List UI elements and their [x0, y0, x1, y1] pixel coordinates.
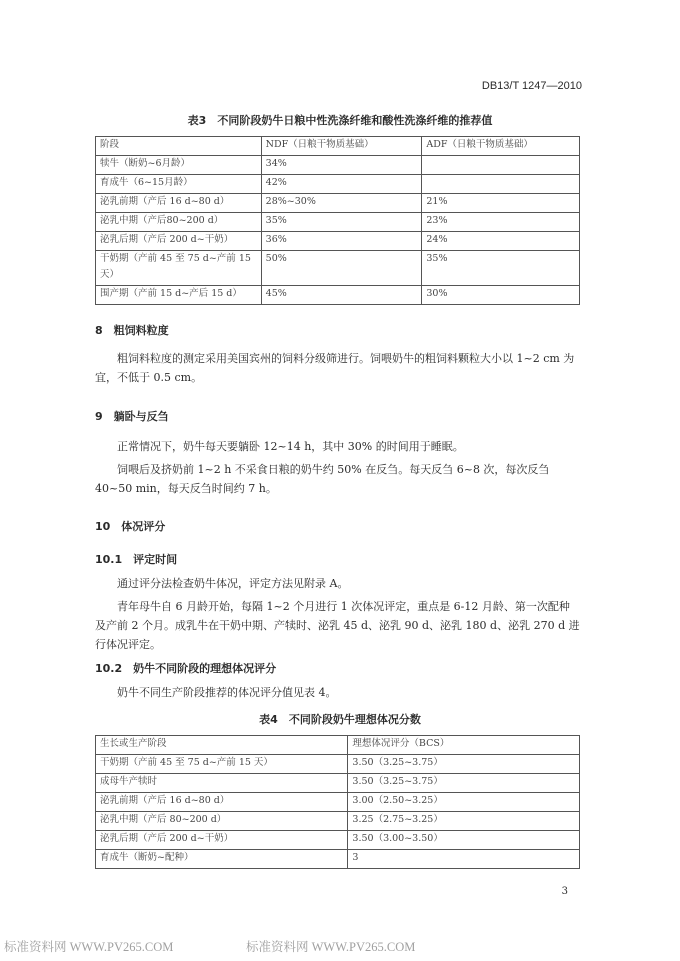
table4-caption: 表4 不同阶段奶牛理想体况分数 [259, 713, 421, 726]
stage-cell: 育成牛（6~15月龄） [96, 175, 262, 194]
stage-cell: 干奶期（产前 45 至 75 d~产前 15 天） [96, 251, 262, 286]
stage-cell: 泌乳后期（产后 200 d~干奶） [96, 232, 262, 251]
section10-heading: 10 体况评分 [95, 520, 166, 533]
ndf-cell: 36% [261, 232, 422, 251]
table-row [96, 831, 580, 850]
ndf-cell: 35% [261, 213, 422, 232]
column-header: 生长或生产阶段 [96, 736, 348, 755]
adf-cell: 24% [422, 232, 580, 251]
ndf-adf-table [95, 136, 580, 305]
stage-cell: 泌乳中期（产后 80~200 d） [96, 812, 348, 831]
ndf-cell: 45% [261, 286, 422, 305]
table-header-row [96, 137, 580, 156]
stage-cell: 泌乳中期（产后80~200 d） [96, 213, 262, 232]
column-header: 阶段 [96, 137, 262, 156]
adf-cell [422, 175, 580, 194]
adf-cell: 21% [422, 194, 580, 213]
table-row [96, 286, 580, 305]
table-row [96, 156, 580, 175]
section8-heading: 8 粗饲料粒度 [95, 324, 169, 337]
bcs-cell: 3 [348, 850, 580, 869]
table-row [96, 755, 580, 774]
bcs-cell: 3.50（3.25~3.75） [348, 774, 580, 793]
stage-cell: 围产期（产前 15 d~产后 15 d） [96, 286, 262, 305]
stage-cell: 育成牛（断奶~配种） [96, 850, 348, 869]
section10-2-heading: 10.2 奶牛不同阶段的理想体况评分 [95, 662, 277, 675]
section10-1-paragraph-2: 青年母牛自 6 月龄开始，每隔 1~2 个月进行 1 次体况评定，重点是 6-12 月龄、第一次配种及产前 2 个月。成乳牛在干奶中期、产犊时、泌乳 45 d、泌乳 90 d、泌乳 180 d、泌乳 270 d 进行体况评定。 [95, 600, 580, 651]
watermark-left: 标准资料网 WWW.PV265.COM [4, 940, 174, 954]
table-row [96, 213, 580, 232]
stage-cell: 犊牛（断奶~6月龄） [96, 156, 262, 175]
bcs-table [95, 735, 580, 869]
bcs-cell: 3.50（3.25~3.75） [348, 755, 580, 774]
column-header: NDF（日粮干物质基础） [261, 137, 422, 156]
table-row [96, 793, 580, 812]
table-row [96, 175, 580, 194]
ndf-cell: 42% [261, 175, 422, 194]
section9-heading: 9 躺卧与反刍 [95, 410, 169, 423]
bcs-cell: 3.25（2.75~3.25） [348, 812, 580, 831]
stage-cell: 成母牛产犊时 [96, 774, 348, 793]
ndf-cell: 28%~30% [261, 194, 422, 213]
table-row [96, 251, 580, 286]
document-code: DB13/T 1247—2010 [481, 80, 582, 92]
table-row [96, 850, 580, 869]
table-row [96, 812, 580, 831]
column-header: ADF（日粮干物质基础） [422, 137, 580, 156]
section10-1-heading: 10.1 评定时间 [95, 553, 178, 566]
adf-cell [422, 156, 580, 175]
section8-paragraph: 粗饲料粒度的测定采用美国宾州的饲料分级筛进行。饲喂奶牛的粗饲料颗粒大小以 1~2 cm 为宜，不低于 0.5 cm。 [95, 352, 575, 384]
section10-2-paragraph: 奶牛不同生产阶段推荐的体况评分值见表 4。 [117, 686, 337, 699]
stage-cell: 泌乳前期（产后 16 d~80 d） [96, 194, 262, 213]
bcs-cell: 3.00（2.50~3.25） [348, 793, 580, 812]
stage-cell: 泌乳前期（产后 16 d~80 d） [96, 793, 348, 812]
section9-paragraph-1: 正常情况下，奶牛每天要躺卧 12~14 h，其中 30% 的时间用于睡眠。 [117, 440, 464, 453]
table-row [96, 774, 580, 793]
adf-cell: 23% [422, 213, 580, 232]
ndf-cell: 34% [261, 156, 422, 175]
bcs-cell: 3.50（3.00~3.50） [348, 831, 580, 850]
column-header: 理想体况评分（BCS） [348, 736, 580, 755]
ndf-cell: 50% [261, 251, 422, 286]
stage-cell: 泌乳后期（产后 200 d~干奶） [96, 831, 348, 850]
table-row [96, 194, 580, 213]
stage-cell: 干奶期（产前 45 至 75 d~产前 15 天） [96, 755, 348, 774]
watermark-right: 标准资料网 WWW.PV265.COM [246, 940, 416, 954]
table-row [96, 232, 580, 251]
section9-paragraph-2: 饲喂后及挤奶前 1~2 h 不采食日粮的奶牛约 50% 在反刍。每天反刍 6~8 次，每次反刍 40~50 min，每天反刍时间约 7 h。 [95, 463, 550, 495]
table-header-row [96, 736, 580, 755]
section10-1-paragraph-1: 通过评分法检查奶牛体况，评定方法见附录 A。 [117, 577, 349, 590]
page-number: 3 [561, 886, 568, 897]
adf-cell: 35% [422, 251, 580, 286]
table3-caption: 表3 不同阶段奶牛日粮中性洗涤纤维和酸性洗涤纤维的推荐值 [187, 114, 493, 127]
adf-cell: 30% [422, 286, 580, 305]
